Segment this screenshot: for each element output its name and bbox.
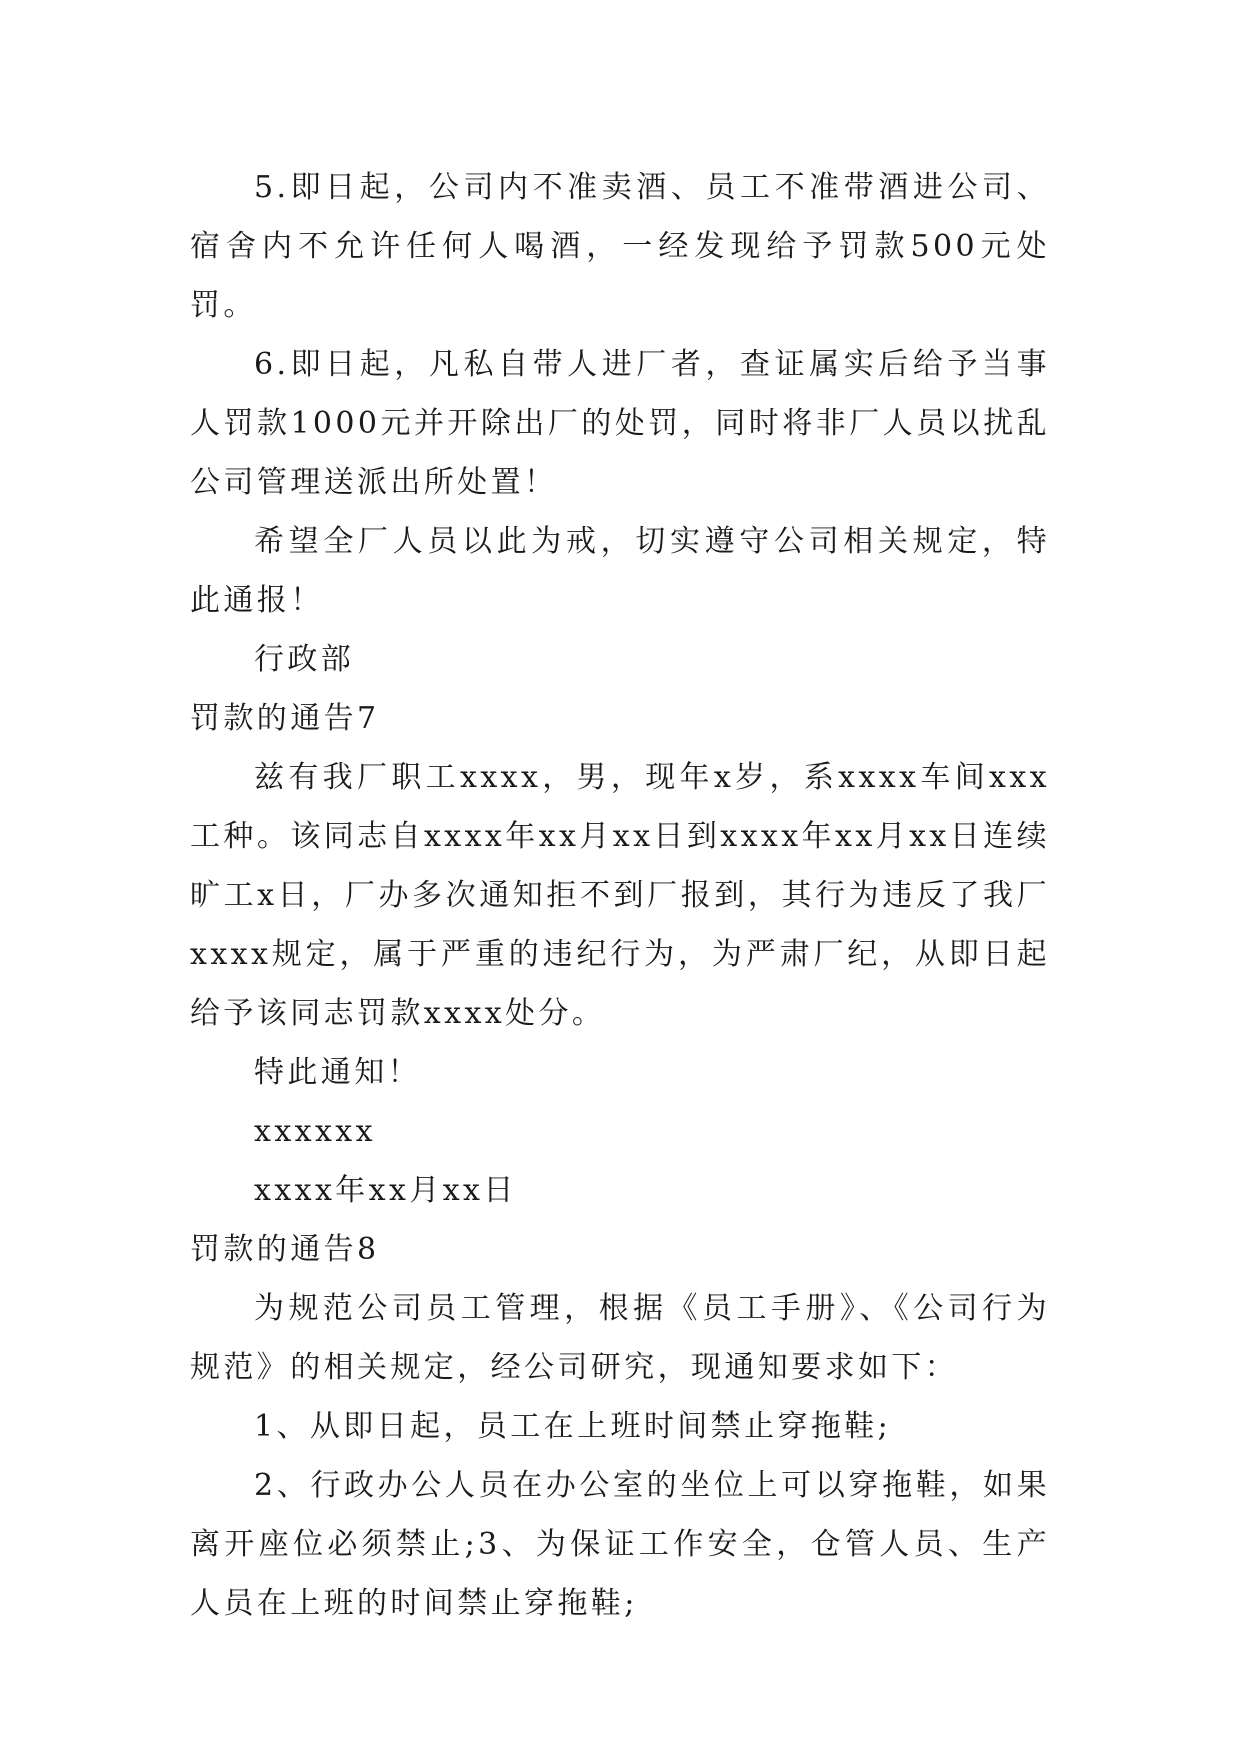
section-title-8: 罚款的通告8 (190, 1232, 380, 1267)
paragraph-notice-7-body: 兹有我厂职工xxxx，男，现年x岁，系xxxx车间xxx工种。该同志自xxxx年xx月xx日到xxxx年xx月xx日连续旷工x日，厂办多次通知拒不到厂报到，其行为违反了我厂xxxx规定，属于严重的违纪行为，为严肃厂纪，从即日起给予该同志罚款xxxx处分。 (190, 760, 1050, 1031)
signature-department: 行政部 (254, 642, 355, 677)
section-title-7: 罚款的通告7 (190, 701, 380, 736)
paragraph-rule-6: 6.即日起，凡私自带人进厂者，查证属实后给予当事人罚款1000元并开除出厂的处罚，同时将非厂人员以扰乱公司管理送派出所处置！ (190, 347, 1050, 500)
paragraph-closing: 特此通知！ (254, 1055, 421, 1090)
paragraph-item-1: 1、从即日起，员工在上班时间禁止穿拖鞋; (254, 1409, 892, 1444)
paragraph-notice-8-intro: 为规范公司员工管理，根据《员工手册》、《公司行为规范》的相关规定，经公司研究，现通知要求如下： (190, 1291, 1050, 1385)
signature-name: xxxxxx (254, 1114, 376, 1149)
paragraph-rule-5: 5.即日起，公司内不准卖酒、员工不准带酒进公司、宿舍内不允许任何人喝酒，一经发现给予罚款500元处罚。 (190, 170, 1050, 323)
signature-date: xxxx年xx月xx日 (254, 1173, 517, 1208)
paragraph-item-2-3: 2、行政办公人员在办公室的坐位上可以穿拖鞋，如果离开座位必须禁止;3、为保证工作安全，仓管人员、生产人员在上班的时间禁止穿拖鞋; (190, 1468, 1050, 1621)
paragraph-warning: 希望全厂人员以此为戒，切实遵守公司相关规定，特此通报！ (190, 524, 1050, 618)
document-body (190, 158, 1050, 1633)
